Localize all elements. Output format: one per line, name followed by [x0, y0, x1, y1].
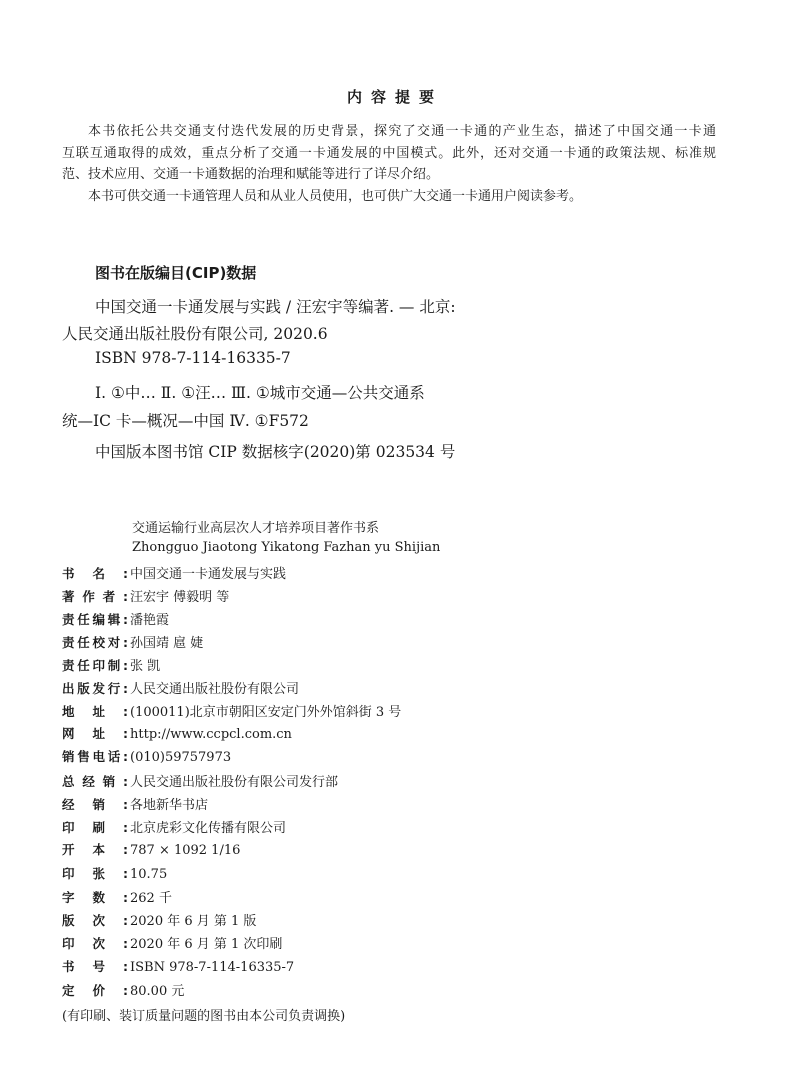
fact-value: 各地新华书店	[130, 798, 209, 813]
fact-label: 地址:	[62, 704, 128, 719]
fact-label: 字数:	[62, 890, 128, 905]
fact-value: (100011)北京市朝阳区安定门外外馆斜街 3 号	[130, 705, 402, 720]
fact-value: 潘艳霞	[130, 613, 170, 628]
fact-label: 总经销:	[62, 774, 128, 789]
book-title-pinyin: Zhongguo Jiaotong Yikatong Fazhan yu Shijian	[132, 540, 441, 555]
fact-label: 责任印制:	[62, 658, 128, 673]
fact-label: 书名:	[62, 566, 128, 581]
cip-line: 统—IC 卡—概况—中国 Ⅳ. ①F572	[62, 412, 309, 430]
fact-label: 印张:	[62, 866, 128, 881]
summary-p1-line: 范、技术应用、交通一卡通数据的治理和赋能等进行了详尽介绍。	[62, 167, 440, 182]
fact-row	[62, 724, 292, 746]
fact-value: 262 千	[130, 891, 172, 906]
fact-value: ISBN 978-7-114-16335-7	[130, 960, 295, 975]
fact-row	[62, 794, 208, 816]
summary-paragraph-2	[62, 186, 716, 208]
fact-row	[62, 747, 231, 769]
fact-value: 2020 年 6 月 第 1 版	[130, 914, 257, 929]
series-title: 交通运输行业高层次人才培养项目著作书系	[132, 521, 380, 536]
cip-line: 中国交通一卡通发展与实践 / 汪宏宇等编著. — 北京:	[95, 298, 456, 316]
cip-line: ISBN 978-7-114-16335-7	[95, 349, 291, 367]
summary-p2-line: 本书可供交通一卡通管理人员和从业人员使用，也可供广大交通一卡通用户阅读参考。	[88, 189, 583, 204]
fact-label: 责任校对:	[62, 635, 128, 650]
fact-label: 经销:	[62, 797, 128, 812]
summary-paragraph-1	[62, 121, 716, 186]
footnote: (有印刷、装订质量问题的图书由本公司负责调换)	[62, 1009, 346, 1024]
fact-row	[62, 864, 167, 886]
fact-label: 印次:	[62, 936, 128, 951]
fact-label: 销售电话:	[62, 749, 128, 764]
fact-row	[62, 632, 203, 654]
summary-heading: 内容提要	[346, 88, 443, 106]
fact-value: 孙国靖 扈 婕	[130, 636, 204, 651]
cip-line: 中国版本图书馆 CIP 数据核字(2020)第 023534 号	[95, 443, 456, 461]
fact-value: 汪宏宇 傅毅明 等	[130, 590, 230, 605]
fact-value: (010)59757973	[130, 750, 232, 765]
fact-row	[62, 563, 286, 585]
fact-label: 责任编辑:	[62, 612, 128, 627]
fact-row	[62, 980, 184, 1002]
fact-row	[62, 840, 240, 862]
fact-row	[62, 678, 299, 700]
fact-label: 著作者:	[62, 589, 128, 604]
fact-row	[62, 586, 229, 608]
fact-label: 出版发行:	[62, 681, 128, 696]
fact-row	[62, 771, 338, 793]
summary-p1-line: 互联互通取得的成效，重点分析了交通一卡通发展的中国模式。此外，还对交通一卡通的政策法规、标准规	[62, 145, 716, 161]
cip-title: 图书在版编目(CIP)数据	[95, 264, 257, 282]
fact-row	[62, 817, 286, 839]
fact-label: 印刷:	[62, 820, 128, 835]
fact-label: 书号:	[62, 959, 128, 974]
fact-value: 北京虎彩文化传播有限公司	[130, 821, 287, 836]
fact-row	[62, 655, 160, 677]
cip-line: Ⅰ. ①中… Ⅱ. ①汪… Ⅲ. ①城市交通—公共交通系	[95, 384, 425, 402]
fact-row	[62, 609, 169, 631]
cip-line: 人民交通出版社股份有限公司, 2020.6	[62, 325, 328, 343]
fact-row	[62, 701, 401, 723]
fact-label: 开本:	[62, 842, 128, 857]
fact-row	[62, 933, 282, 955]
fact-value: 人民交通出版社股份有限公司发行部	[130, 775, 339, 790]
fact-row	[62, 887, 172, 909]
fact-value: 80.00 元	[130, 984, 185, 999]
summary-p1-line: 本书依托公共交通支付迭代发展的历史背景，探究了交通一卡通的产业生态，描述了中国交通一卡通	[88, 124, 716, 139]
fact-label: 版次:	[62, 913, 128, 928]
fact-value: 787 × 1092 1/16	[130, 843, 241, 858]
fact-value: 2020 年 6 月 第 1 次印刷	[130, 937, 283, 952]
fact-value: 中国交通一卡通发展与实践	[130, 567, 287, 582]
fact-label: 定价:	[62, 983, 128, 998]
fact-row	[62, 957, 294, 979]
fact-value: 10.75	[130, 867, 168, 882]
fact-label: 网址:	[62, 726, 128, 741]
fact-value: 人民交通出版社股份有限公司	[130, 682, 300, 697]
fact-value: http://www.ccpcl.com.cn	[130, 727, 292, 742]
fact-row	[62, 910, 256, 932]
fact-value: 张 凯	[130, 659, 161, 674]
